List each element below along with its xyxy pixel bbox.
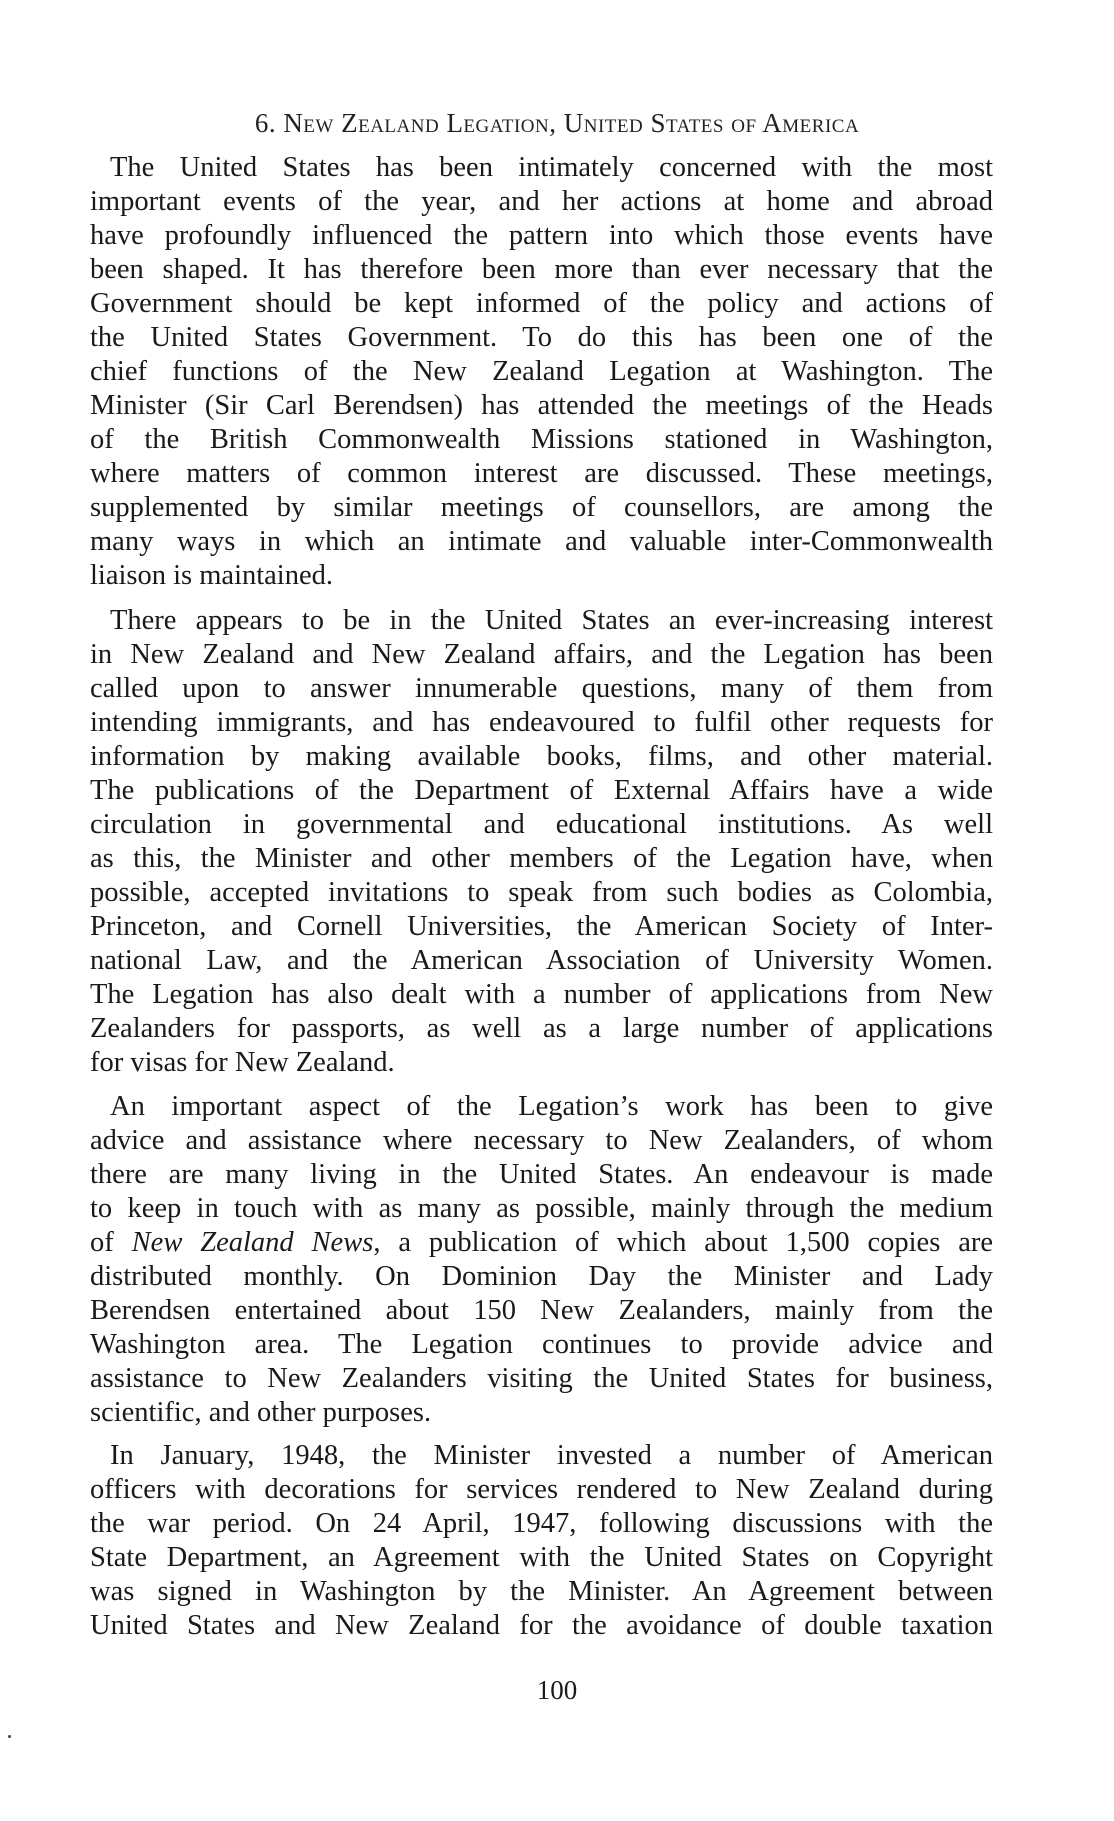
text-line bbox=[90, 1226, 993, 1260]
paragraph bbox=[90, 151, 993, 593]
section-heading: 6. New Zealand Legation, United States of America bbox=[254, 108, 860, 138]
text-line: Minister (Sir Carl Berendsen) has attended the meetings of the Heads bbox=[90, 390, 993, 421]
text-line: The publications of the Department of External Affairs have a wide bbox=[90, 775, 993, 806]
text-line: officers with decorations for services rendered to New Zealand during bbox=[90, 1474, 993, 1505]
text-line: State Department, an Agreement with the United States on Copyright bbox=[90, 1542, 993, 1573]
text-line: The United States has been intimately concerned with the most bbox=[110, 152, 993, 183]
text-line: national Law, and the American Association of University Women. bbox=[90, 945, 993, 976]
text-line: There appears to be in the United States an ever-increasing interest bbox=[110, 605, 993, 636]
text-line: was signed in Washington by the Minister. An Agreement between bbox=[90, 1576, 993, 1607]
text-line: intending immigrants, and has endeavoured to fulfil other requests for bbox=[90, 707, 993, 738]
text-line: in New Zealand and New Zealand affairs, and the Legation has been bbox=[90, 639, 993, 670]
text-line: advice and assistance where necessary to New Zealanders, of whom bbox=[90, 1125, 993, 1156]
page-number: 100 bbox=[536, 1675, 578, 1705]
text-line: many ways in which an intimate and valuable inter-Commonwealth bbox=[90, 526, 993, 557]
text-line: of the British Commonwealth Missions stationed in Washington, bbox=[90, 424, 993, 455]
text-line: Washington area. The Legation continues to provide advice and bbox=[90, 1329, 993, 1360]
text-line: as this, the Minister and other members of the Legation have, when bbox=[90, 843, 993, 874]
text-line: supplemented by similar meetings of counsellors, are among the bbox=[90, 492, 993, 523]
text-line: called upon to answer innumerable questions, many of them from bbox=[90, 673, 993, 704]
text-line: for visas for New Zealand. bbox=[90, 1047, 395, 1078]
paragraph bbox=[90, 1090, 993, 1430]
text-line: the war period. On 24 April, 1947, following discussions with the bbox=[90, 1508, 993, 1539]
text-line: have profoundly influenced the pattern into which those events have bbox=[90, 220, 993, 251]
text-line: circulation in governmental and educational institutions. As well bbox=[90, 809, 993, 840]
text-line: been shaped. It has therefore been more than ever necessary that the bbox=[90, 254, 993, 285]
paragraph bbox=[90, 604, 993, 1080]
text-line: scientific, and other purposes. bbox=[90, 1397, 432, 1428]
text-line: there are many living in the United States. An endeavour is made bbox=[90, 1159, 993, 1190]
text-line: The Legation has also dealt with a number of applications from New bbox=[90, 979, 993, 1010]
paragraph bbox=[90, 1439, 993, 1643]
text-line: possible, accepted invitations to speak from such bodies as Colombia, bbox=[90, 877, 993, 908]
publication-title: New Zealand News bbox=[131, 1227, 374, 1258]
text-line: the United States Government. To do this has been one of the bbox=[90, 322, 993, 353]
text-line: An important aspect of the Legation’s work has been to give bbox=[110, 1091, 993, 1122]
text-line: Princeton, and Cornell Universities, the American Society of Inter- bbox=[90, 911, 993, 942]
text-line: Berendsen entertained about 150 New Zealanders, mainly from the bbox=[90, 1295, 993, 1326]
text-line: Zealanders for passports, as well as a large number of applications bbox=[90, 1013, 993, 1044]
text-line: important events of the year, and her actions at home and abroad bbox=[90, 186, 993, 217]
text-line: distributed monthly. On Dominion Day the Minister and Lady bbox=[90, 1261, 993, 1292]
scan-speck bbox=[8, 1735, 11, 1738]
text-line: In January, 1948, the Minister invested a number of American bbox=[110, 1440, 993, 1471]
text-line: chief functions of the New Zealand Legation at Washington. The bbox=[90, 356, 993, 387]
text-line: information by making available books, films, and other material. bbox=[90, 741, 993, 772]
text-segment: of bbox=[90, 1227, 132, 1258]
text-line: Government should be kept informed of the policy and actions of bbox=[90, 288, 993, 319]
text-line: assistance to New Zealanders visiting the United States for business, bbox=[90, 1363, 993, 1394]
text-line: United States and New Zealand for the avoidance of double taxation bbox=[90, 1610, 993, 1641]
text-line: liaison is maintained. bbox=[90, 560, 334, 591]
text-segment: , a publication of which about 1,500 copies are bbox=[373, 1227, 993, 1258]
text-line: to keep in touch with as many as possible, mainly through the medium bbox=[90, 1193, 993, 1224]
text-line: where matters of common interest are discussed. These meetings, bbox=[90, 458, 993, 489]
